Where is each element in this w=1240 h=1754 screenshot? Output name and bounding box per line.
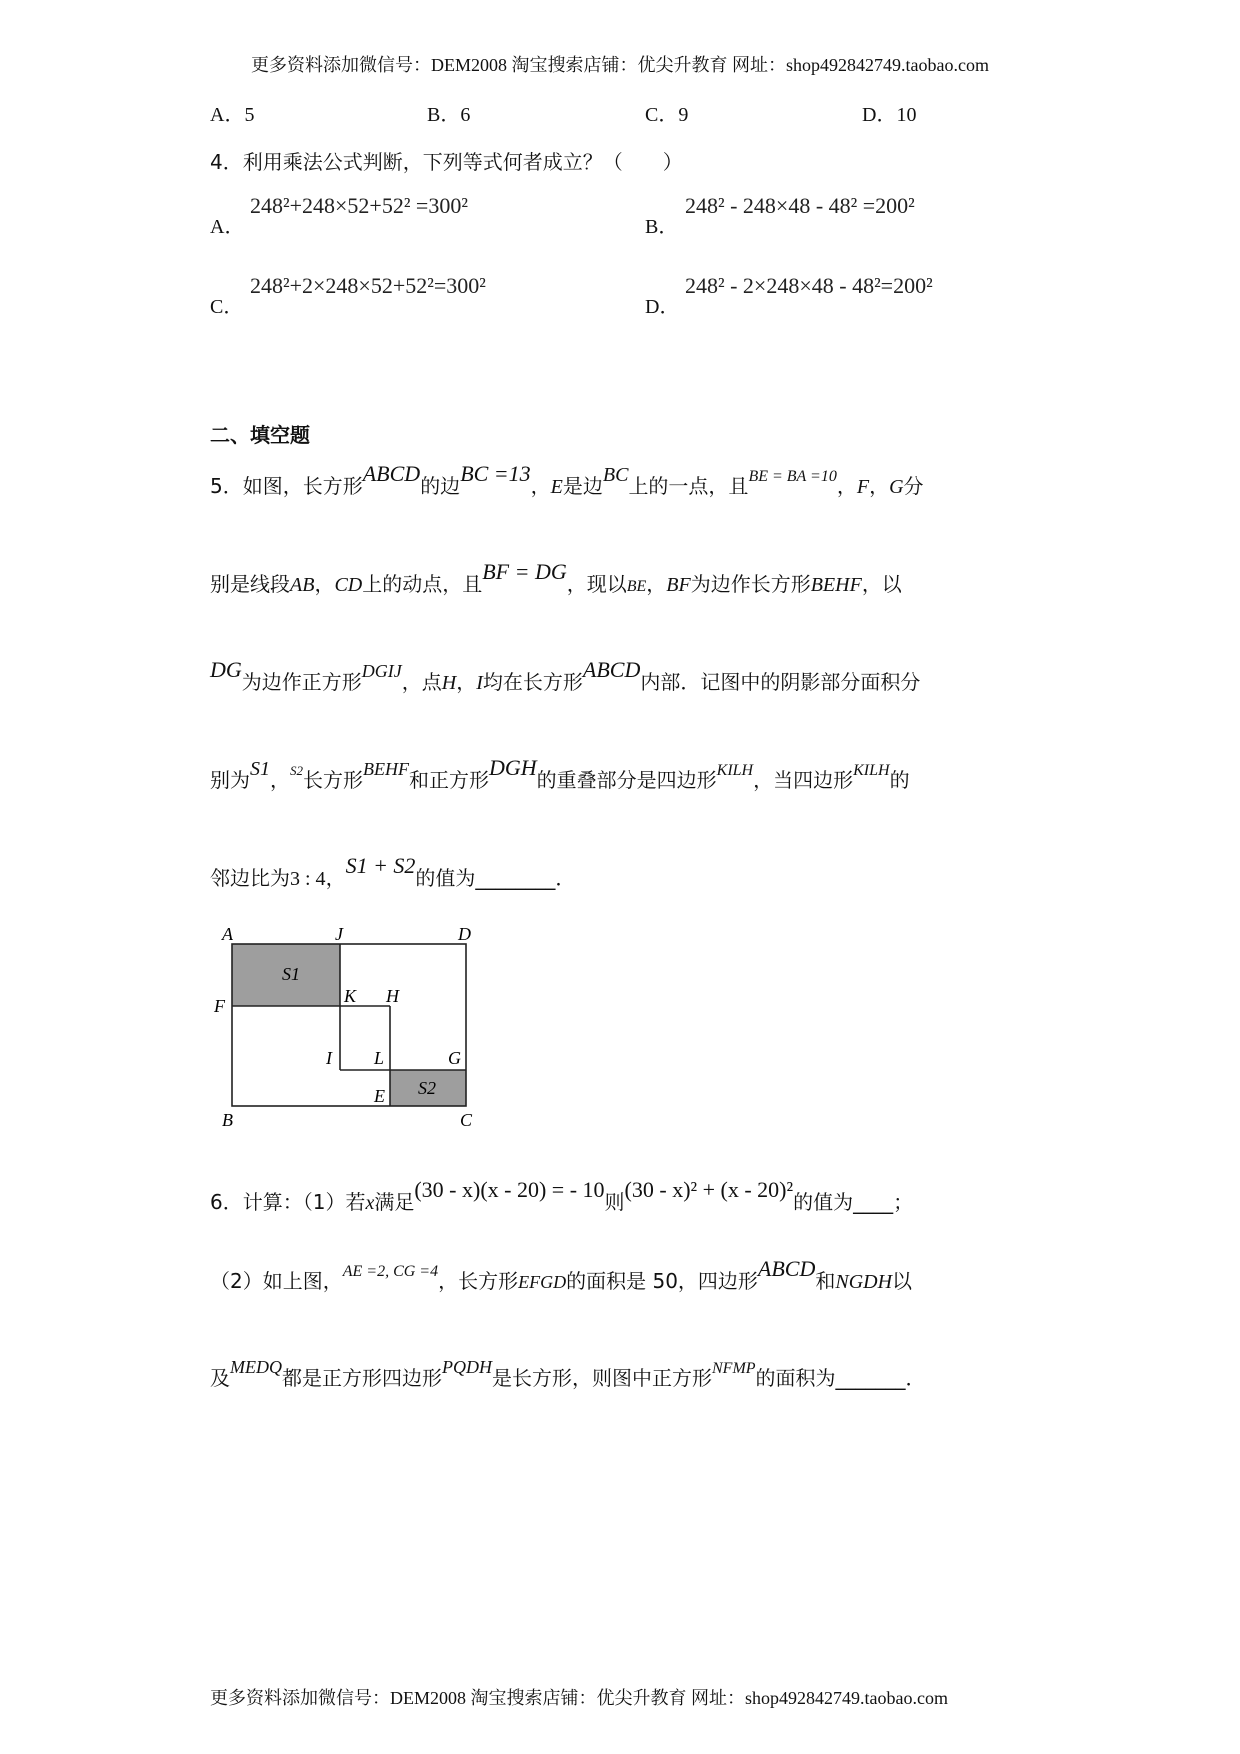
q6-math: NGDH (835, 1271, 893, 1293)
q5-math: BC =13 (460, 461, 531, 486)
q6-text: 的面积为_______． (755, 1366, 926, 1390)
q6-math: (30 - x)(x - 20) = - 10 (414, 1177, 605, 1202)
q5-text: ，现以 (566, 572, 627, 596)
label-a: A (222, 924, 233, 944)
q5-math: I (476, 672, 483, 694)
q5-math: KILH (716, 762, 754, 779)
q6-math: EFGD (518, 1272, 567, 1292)
q6-text: 是长方形，则图中正方形 (492, 1366, 712, 1390)
q5-text: ， (314, 572, 335, 596)
geometry-figure (210, 918, 490, 1130)
q5-math: KILH (853, 762, 890, 779)
q5-math: BE = BA =10 (748, 468, 837, 485)
q4-label-d: D． (645, 296, 680, 318)
q5-text: 上的动点，且 (362, 572, 483, 596)
q5-text: ， (456, 670, 477, 694)
q4-expr-c: 248²+2×248×52+52²=300² (250, 273, 486, 298)
label-e: E (374, 1086, 385, 1106)
q6-text: ，长方形 (438, 1269, 519, 1293)
q5-text: 的 (889, 768, 910, 792)
q5-text: ， (270, 768, 290, 792)
q6-math: ABCD (757, 1256, 816, 1281)
q3-option-b: B．6 (427, 104, 471, 126)
q6-text: 及 (210, 1366, 230, 1390)
q6-text: 的面积是 50，四边形 (566, 1269, 758, 1293)
label-k: K (344, 986, 357, 1006)
q5-text: 别为 (210, 768, 250, 792)
q5-math: S1 (250, 758, 270, 780)
q5-math: ABCD (362, 461, 421, 486)
q6-text: 则 (604, 1190, 625, 1214)
q4-label-c: C． (210, 296, 244, 318)
q5-math: ABCD (582, 657, 641, 682)
q5-text: 内部．记图中的阴影部分面积分 (640, 670, 921, 694)
q3-option-c: C．9 (645, 104, 689, 126)
q5-math: H (441, 672, 457, 694)
label-s1: S1 (282, 964, 300, 984)
q6-text: 都是正方形四边形 (282, 1366, 442, 1390)
q5-math: AB (290, 574, 315, 596)
q5-text: 均在长方形 (482, 670, 583, 694)
q6-math: MEDQ (230, 1357, 282, 1377)
q5-text: ， (836, 474, 857, 498)
q5-math: G (889, 476, 904, 498)
q6-text: 满足 (374, 1190, 415, 1214)
label-d: D (458, 924, 471, 944)
q4-expr-a: 248²+248×52+52² =300² (250, 193, 468, 218)
q6-math: (30 - x)² + (x - 20)² (624, 1177, 794, 1202)
q5-text: 为边作长方形 (690, 572, 811, 596)
q5-math: DG (210, 657, 242, 682)
q5-text: 的边 (420, 474, 461, 498)
q5-text: 长方形 (303, 768, 363, 792)
q3-option-d: D．10 (862, 104, 917, 126)
q4-stem: 4．利用乘法公式判断，下列等式何者成立？（ ） (210, 150, 683, 174)
q5-line-3 (210, 657, 921, 695)
q4-label-a: A． (210, 216, 245, 238)
label-b: B (222, 1110, 233, 1130)
q5-text: 为边作正方形 (241, 670, 362, 694)
label-s2: S2 (418, 1078, 436, 1098)
label-j: J (335, 924, 343, 944)
q5-math: BC (602, 464, 629, 486)
q6-math: PQDH (442, 1357, 492, 1377)
q5-text: ，当四边形 (753, 768, 854, 792)
q5-text: ， (646, 572, 667, 596)
q4-expr-b: 248² - 248×48 - 48² =200² (685, 193, 915, 218)
q5-text: 邻边比为 (210, 866, 290, 890)
label-l: L (374, 1048, 385, 1068)
q5-text: ， (869, 474, 890, 498)
q5-line-5 (210, 853, 576, 891)
q6-text: 以 (892, 1269, 913, 1293)
q5-math: E (550, 476, 563, 498)
page-footer: 更多资料添加微信号：DEM2008 淘宝搜索店铺：优尖升教育 网址：shop492842749.taobao.com (210, 1688, 948, 1708)
label-f: F (214, 996, 225, 1016)
q4-expr-d: 248² - 2×248×48 - 48²=200² (685, 273, 933, 298)
q5-math: 3 : 4 (290, 868, 326, 890)
q6-line-2 (210, 1256, 913, 1294)
q5-text: 上的一点，且 (628, 474, 749, 498)
page-header: 更多资料添加微信号：DEM2008 淘宝搜索店铺：优尖升教育 网址：shop492842749.taobao.com (251, 55, 989, 75)
q6-line-3 (210, 1357, 926, 1391)
q6-math: x (365, 1192, 375, 1214)
q5-line-2 (210, 559, 902, 597)
q5-text: ，以 (861, 572, 902, 596)
q5-text: ， (530, 474, 551, 498)
q6-math: AE =2, CG =4 (342, 1263, 439, 1280)
section-title: 二、填空题 (210, 423, 310, 447)
q5-math: DGIJ (361, 661, 402, 681)
q5-math: CD (334, 574, 363, 596)
q5-math: F (856, 476, 870, 498)
label-g: G (448, 1048, 461, 1068)
q5-text: ，点 (401, 670, 442, 694)
q6-text: 和 (815, 1269, 836, 1293)
q5-text: 是边 (562, 474, 603, 498)
q5-text: 别是线段 (210, 572, 290, 596)
label-i: I (326, 1048, 332, 1068)
q5-math: BE (626, 578, 647, 595)
q6-line-1 (210, 1177, 914, 1215)
q5-text: 分 (903, 474, 924, 498)
q4-label-b: B． (645, 216, 679, 238)
q5-math: BEHF (363, 759, 409, 779)
q3-option-a: A．5 (210, 104, 255, 126)
q5-text: 的重叠部分是四边形 (536, 768, 717, 792)
q5-math: S1 + S2 (345, 853, 416, 878)
label-h: H (386, 986, 399, 1006)
q5-math: DGH (488, 755, 537, 780)
q6-text: 的值为____； (793, 1190, 914, 1214)
q6-math: NFMP (712, 1360, 756, 1377)
q5-math: BF = DG (482, 559, 567, 584)
q5-text: 和正方形 (408, 768, 489, 792)
q5-line-4 (210, 755, 910, 793)
q5-line-1 (210, 461, 924, 499)
q6-text: （2）如上图， (210, 1269, 343, 1293)
q5-text: ， (325, 866, 346, 890)
q5-text: 5．如图，长方形 (210, 474, 363, 498)
q5-math: S2 (290, 763, 303, 778)
q5-math: BEHF (810, 574, 862, 596)
q6-text: 6．计算：（1）若 (210, 1190, 366, 1214)
label-c: C (460, 1110, 473, 1130)
q5-math: BF (666, 574, 691, 596)
q5-text: 的值为________． (415, 866, 576, 890)
